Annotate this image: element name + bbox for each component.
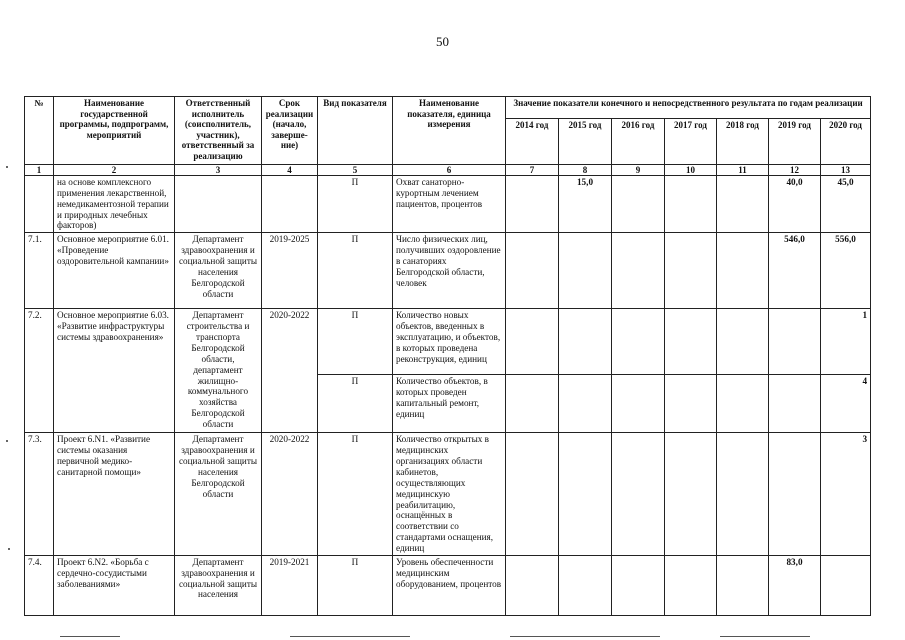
- column-number: 10: [665, 165, 717, 176]
- value-2020: 3: [821, 433, 871, 556]
- value-2016: [612, 375, 665, 433]
- value-2016: [612, 176, 665, 233]
- header-responsible: Ответственный исполнитель (соисполнитель, участник), ответственный за реализацию: [175, 97, 262, 165]
- value-2015: 15,0: [559, 176, 612, 233]
- table-row: [25, 233, 871, 309]
- value-2014: [506, 555, 559, 615]
- column-number: 6: [393, 165, 506, 176]
- value-2019: 546,0: [769, 233, 821, 309]
- scan-artifact-speck: [6, 166, 8, 168]
- column-number: 4: [262, 165, 318, 176]
- header-name: Наименование государственной программы, подпрограмм, мероприятий: [54, 97, 175, 165]
- column-number: 2: [54, 165, 175, 176]
- value-2017: [665, 309, 717, 375]
- table-row: [25, 555, 871, 615]
- value-2018: [717, 555, 769, 615]
- value-2018: [717, 433, 769, 556]
- indicator-type: П: [318, 433, 393, 556]
- table-row: [25, 433, 871, 556]
- value-2014: [506, 176, 559, 233]
- value-2018: [717, 176, 769, 233]
- value-2017: [665, 176, 717, 233]
- value-2018: [717, 233, 769, 309]
- column-number: 7: [506, 165, 559, 176]
- results-table: [24, 96, 871, 616]
- responsible-executor: Департамент здравоохранения и социальной защиты населения Белгородской области: [175, 233, 262, 309]
- row-number: [25, 176, 54, 233]
- responsible-executor: [175, 176, 262, 233]
- header-year-2015: 2015 год: [559, 119, 612, 165]
- indicator-type: П: [318, 309, 393, 375]
- implementation-term: 2020-2022: [262, 309, 318, 433]
- indicator-name: Охват санаторно-курортным лечением пациентов, процентов: [393, 176, 506, 233]
- column-number-row: [25, 165, 871, 176]
- indicator-type: П: [318, 375, 393, 433]
- value-2017: [665, 433, 717, 556]
- responsible-executor: Департамент строительства и транспорта Белгородской области, департамент жилищно-коммунального хозяйства Белгородской области: [175, 309, 262, 433]
- value-2019: [769, 375, 821, 433]
- responsible-executor: Департамент здравоохранения и социальной защиты населения Белгородской области: [175, 433, 262, 556]
- scan-artifact-line: [60, 636, 120, 637]
- scan-artifact-speck: [6, 440, 8, 442]
- indicator-name: Количество новых объектов, введенных в эксплуатацию, и объектов, в которых проведена реконструкция, единиц: [393, 309, 506, 375]
- header-year-2016: 2016 год: [612, 119, 665, 165]
- value-2015: [559, 233, 612, 309]
- header-year-2020: 2020 год: [821, 119, 871, 165]
- header-row: [25, 97, 871, 119]
- value-2019: [769, 433, 821, 556]
- value-2014: [506, 309, 559, 375]
- header-indicator-name: Наименование показателя, единица измерения: [393, 97, 506, 165]
- header-year-2014: 2014 год: [506, 119, 559, 165]
- indicator-name: Количество объектов, в которых проведен капитальный ремонт, единиц: [393, 375, 506, 433]
- value-2019: 40,0: [769, 176, 821, 233]
- column-number: 13: [821, 165, 871, 176]
- value-2020: 1: [821, 309, 871, 375]
- value-2016: [612, 433, 665, 556]
- value-2014: [506, 433, 559, 556]
- column-number: 11: [717, 165, 769, 176]
- scan-artifact-line: [720, 636, 810, 637]
- program-name: Проект 6.N1. «Развитие системы оказания первичной медико-санитарной помощи»: [54, 433, 175, 556]
- column-number: 9: [612, 165, 665, 176]
- table-row: [25, 176, 871, 233]
- program-name: Проект 6.N2. «Борьба с сердечно-сосудистыми заболеваниями»: [54, 555, 175, 615]
- value-2015: [559, 309, 612, 375]
- value-2016: [612, 555, 665, 615]
- header-term: Срок реализации (начало, заверше-ние): [262, 97, 318, 165]
- value-2015: [559, 375, 612, 433]
- column-number: 12: [769, 165, 821, 176]
- program-name: Основное мероприятие 6.01. «Проведение оздоровительной кампании»: [54, 233, 175, 309]
- indicator-name: Количество открытых в медицинских организациях области кабинетов, осуществляющих медицинскую реабилитацию, оснащённых в соответствии со стандартами оснащения, единиц: [393, 433, 506, 556]
- header-year-2017: 2017 год: [665, 119, 717, 165]
- value-2018: [717, 309, 769, 375]
- value-2016: [612, 309, 665, 375]
- program-name: Основное мероприятие 6.03. «Развитие инфраструктуры системы здравоохранения»: [54, 309, 175, 433]
- value-2015: [559, 433, 612, 556]
- row-number: 7.3.: [25, 433, 54, 556]
- table-row: [25, 309, 871, 375]
- value-2017: [665, 555, 717, 615]
- indicator-name: Уровень обеспеченности медицинским оборудованием, процентов: [393, 555, 506, 615]
- value-2017: [665, 233, 717, 309]
- row-number: 7.2.: [25, 309, 54, 433]
- value-2020: 556,0: [821, 233, 871, 309]
- indicator-name: Число физических лиц, получивших оздоровление в санаториях Белгородской области, человек: [393, 233, 506, 309]
- column-number: 5: [318, 165, 393, 176]
- header-values-group: Значение показатели конечного и непосредственного результата по годам реализации: [506, 97, 871, 119]
- header-year-2019: 2019 год: [769, 119, 821, 165]
- implementation-term: 2019-2025: [262, 233, 318, 309]
- column-number: 3: [175, 165, 262, 176]
- value-2017: [665, 375, 717, 433]
- row-number: 7.4.: [25, 555, 54, 615]
- indicator-type: П: [318, 233, 393, 309]
- value-2019: [769, 309, 821, 375]
- header-indicator-type: Вид показателя: [318, 97, 393, 165]
- value-2018: [717, 375, 769, 433]
- implementation-term: 2019-2021: [262, 555, 318, 615]
- scan-artifact-line: [290, 636, 410, 637]
- value-2015: [559, 555, 612, 615]
- row-number: 7.1.: [25, 233, 54, 309]
- value-2019: 83,0: [769, 555, 821, 615]
- program-name: на основе комплексного применения лекарственной, немедикаментозной терапии и природных лечебных факторов): [54, 176, 175, 233]
- value-2016: [612, 233, 665, 309]
- value-2020: 45,0: [821, 176, 871, 233]
- value-2014: [506, 233, 559, 309]
- scan-artifact-line: [510, 636, 660, 637]
- value-2014: [506, 375, 559, 433]
- indicator-type: П: [318, 176, 393, 233]
- implementation-term: 2020-2022: [262, 433, 318, 556]
- header-no: №: [25, 97, 54, 165]
- implementation-term: [262, 176, 318, 233]
- indicator-type: П: [318, 555, 393, 615]
- column-number: 8: [559, 165, 612, 176]
- column-number: 1: [25, 165, 54, 176]
- value-2020: [821, 555, 871, 615]
- responsible-executor: Департамент здравоохранения и социальной защиты населения: [175, 555, 262, 615]
- value-2020: 4: [821, 375, 871, 433]
- header-year-2018: 2018 год: [717, 119, 769, 165]
- scan-artifact-speck: [8, 548, 10, 550]
- page-number: 50: [436, 34, 449, 49]
